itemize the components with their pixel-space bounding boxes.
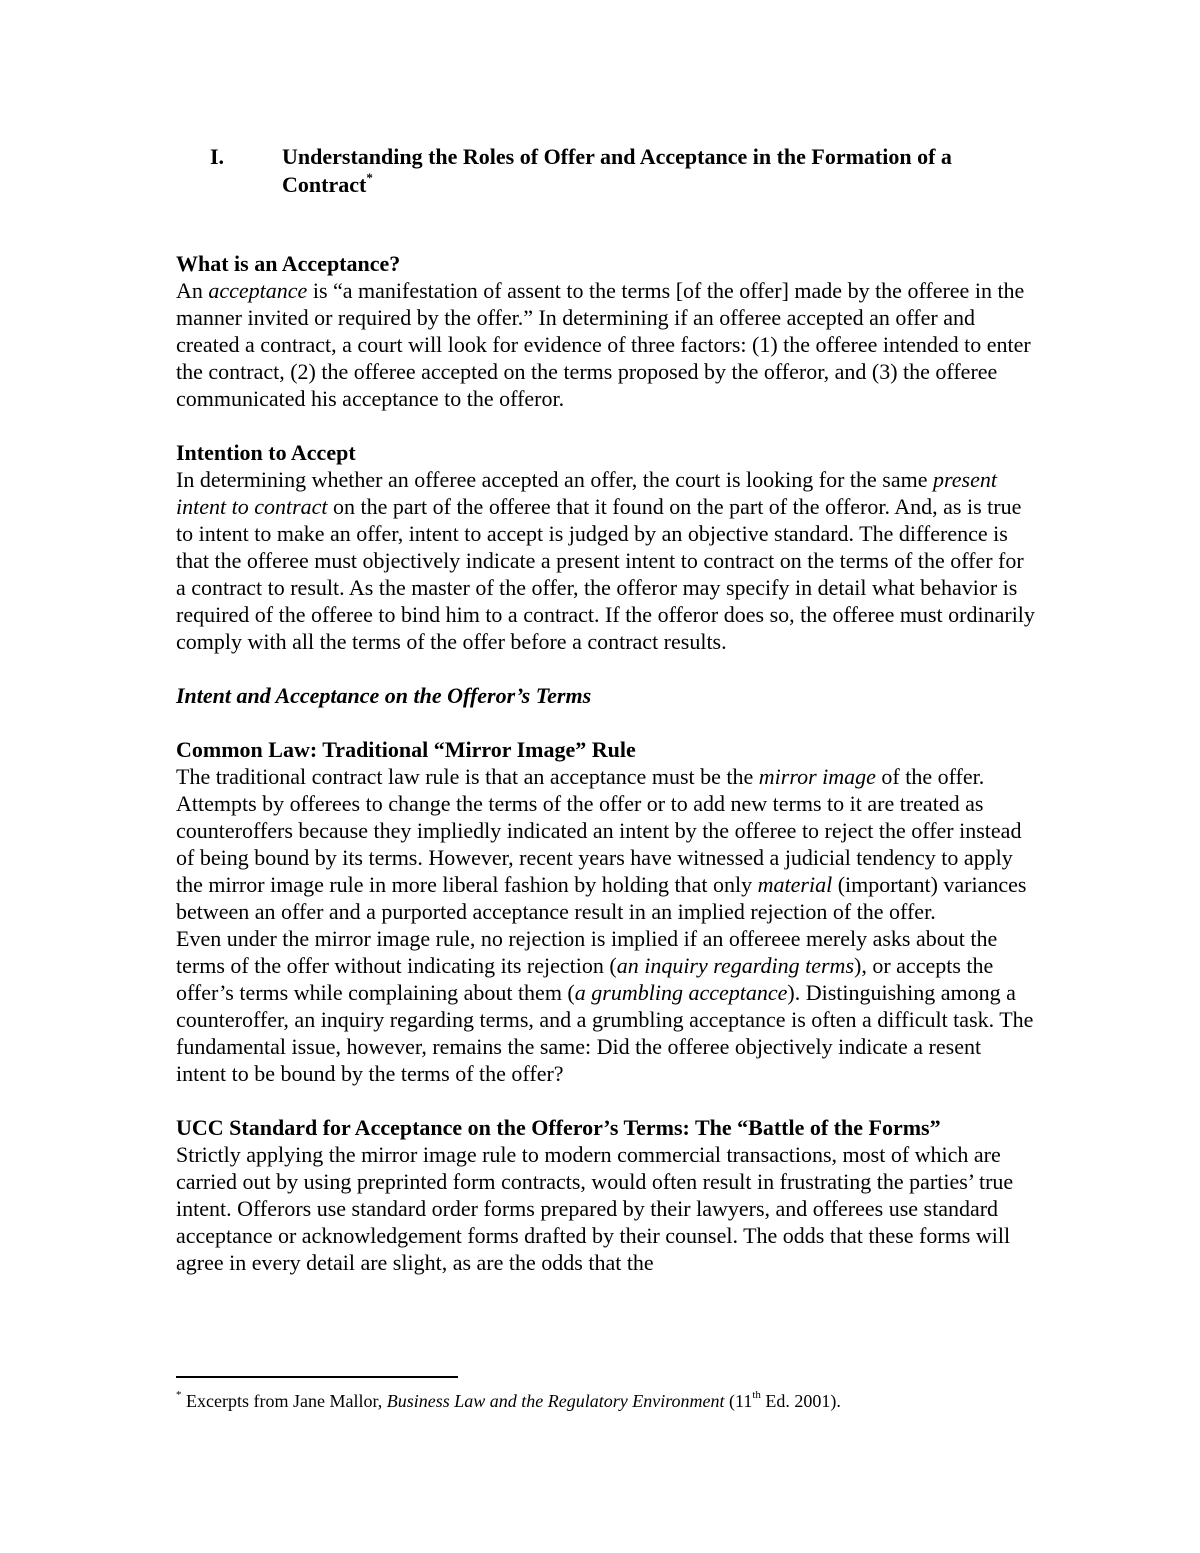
section-common-law [176, 736, 1036, 1087]
section-title: Common Law: Traditional “Mirror Image” Rule [176, 737, 636, 762]
heading-footnote-mark[interactable]: * [366, 169, 373, 185]
footnote [176, 1389, 1036, 1413]
emphasis: an inquiry regarding terms [616, 953, 855, 978]
text-run: Even under the mirror image rule, no rejection is implied if an offereee merely asks about the terms of the offer without indicating its rejection ( [176, 926, 998, 978]
emphasis: Business Law and the Regulatory Environment [386, 1391, 725, 1411]
text-run: ), or accepts the offer’s terms while complaining about them ( [176, 953, 994, 1005]
section-title: What is an Acceptance? [176, 251, 401, 276]
text-run: is “a manifestation of assent to the terms [of the offer] made by the offeree in the manner invited or required by the offer.” In determining if an offeree accepted an offer and created a contract, a court will look for evidence of three factors: (1) the offeree intended to enter the contract, (2) the offeree accepted on the terms proposed by the offeror, and (3) the offeree communicated his acceptance to the offeror. [176, 278, 1031, 411]
section-title: Intent and Acceptance on the Offeror’s Terms [176, 683, 592, 708]
emphasis: mirror image [758, 764, 876, 789]
footnote-separator [176, 1376, 458, 1378]
section-title: UCC Standard for Acceptance on the Offeror’s Terms: The “Battle of the Forms” [176, 1115, 941, 1140]
paragraph [176, 763, 1036, 925]
emphasis: acceptance [208, 278, 308, 303]
paragraph [176, 277, 1036, 412]
paragraph [176, 925, 1036, 1087]
superscript: th [752, 1389, 761, 1401]
text-run: Excerpts from Jane Mallor, [181, 1391, 387, 1411]
document-body [176, 250, 1036, 1276]
text-run: Ed. 2001). [760, 1391, 841, 1411]
emphasis: a grumbling acceptance [574, 980, 788, 1005]
text-run: In determining whether an offeree accepted an offer, the court is looking for the same [176, 467, 934, 492]
text-run: An [176, 278, 209, 303]
text-run: The traditional contract law rule is that an acceptance must be the [176, 764, 759, 789]
text-run: on the part of the offeree that it found on the part of the offeror. And, as is true to intent to make an offer, intent to accept is judged by an objective standard. The difference is that the offeree must objectively indicate a present intent to contract on the terms of the offer for a contract to result. As the master of the offer, the offeror may specify in detail what behavior is required of the offeree to bind him to a contract. If the offeror does so, the offeree must ordinarily comply with all the terms of the offer before a contract results. [176, 494, 1035, 654]
heading-title [282, 143, 1042, 199]
section-acceptance [176, 250, 1036, 412]
heading-title-text: Understanding the Roles of Offer and Acceptance in the Formation of a Contract [282, 144, 952, 197]
section-intent-terms [176, 682, 1036, 709]
text-run: ). Distinguishing among a counteroffer, an inquiry regarding terms, and a grumbling acceptance is often a difficult task. The fundamental issue, however, remains the same: Did the offeree objectively indicate a resent intent to be bound by the terms of the offer? [176, 980, 1034, 1086]
paragraph: Strictly applying the mirror image rule to modern commercial transactions, most of which are carried out by using preprinted form contracts, would often result in frustrating the parties’ true intent. Offerors use standard order forms prepared by their lawyers, and offerees use standard acceptance or acknowledgement forms drafted by their counsel. The odds that these forms will agree in every detail are slight, as are the odds that the [176, 1142, 1014, 1275]
section-ucc [176, 1114, 1036, 1276]
emphasis: material [757, 872, 833, 897]
section-intention [176, 439, 1036, 655]
text-run: (important) variances between an offer and a purported acceptance result in an implied rejection of the offer. [176, 872, 1027, 924]
paragraph [176, 466, 1036, 655]
footnote-mark: * [176, 1389, 182, 1401]
heading-number: I. [210, 144, 225, 169]
emphasis: present intent to contract [176, 467, 997, 519]
text-run: of the offer. Attempts by offerees to change the terms of the offer or to add new terms to it are treated as counteroffers because they impliedly indicated an intent by the offeree to reject the offer instead of being bound by its terms. However, recent years have witnessed a judicial tendency to apply the mirror image rule in more liberal fashion by holding that only [176, 764, 1022, 897]
text-run: (11 [724, 1391, 753, 1411]
section-title: Intention to Accept [176, 440, 356, 465]
